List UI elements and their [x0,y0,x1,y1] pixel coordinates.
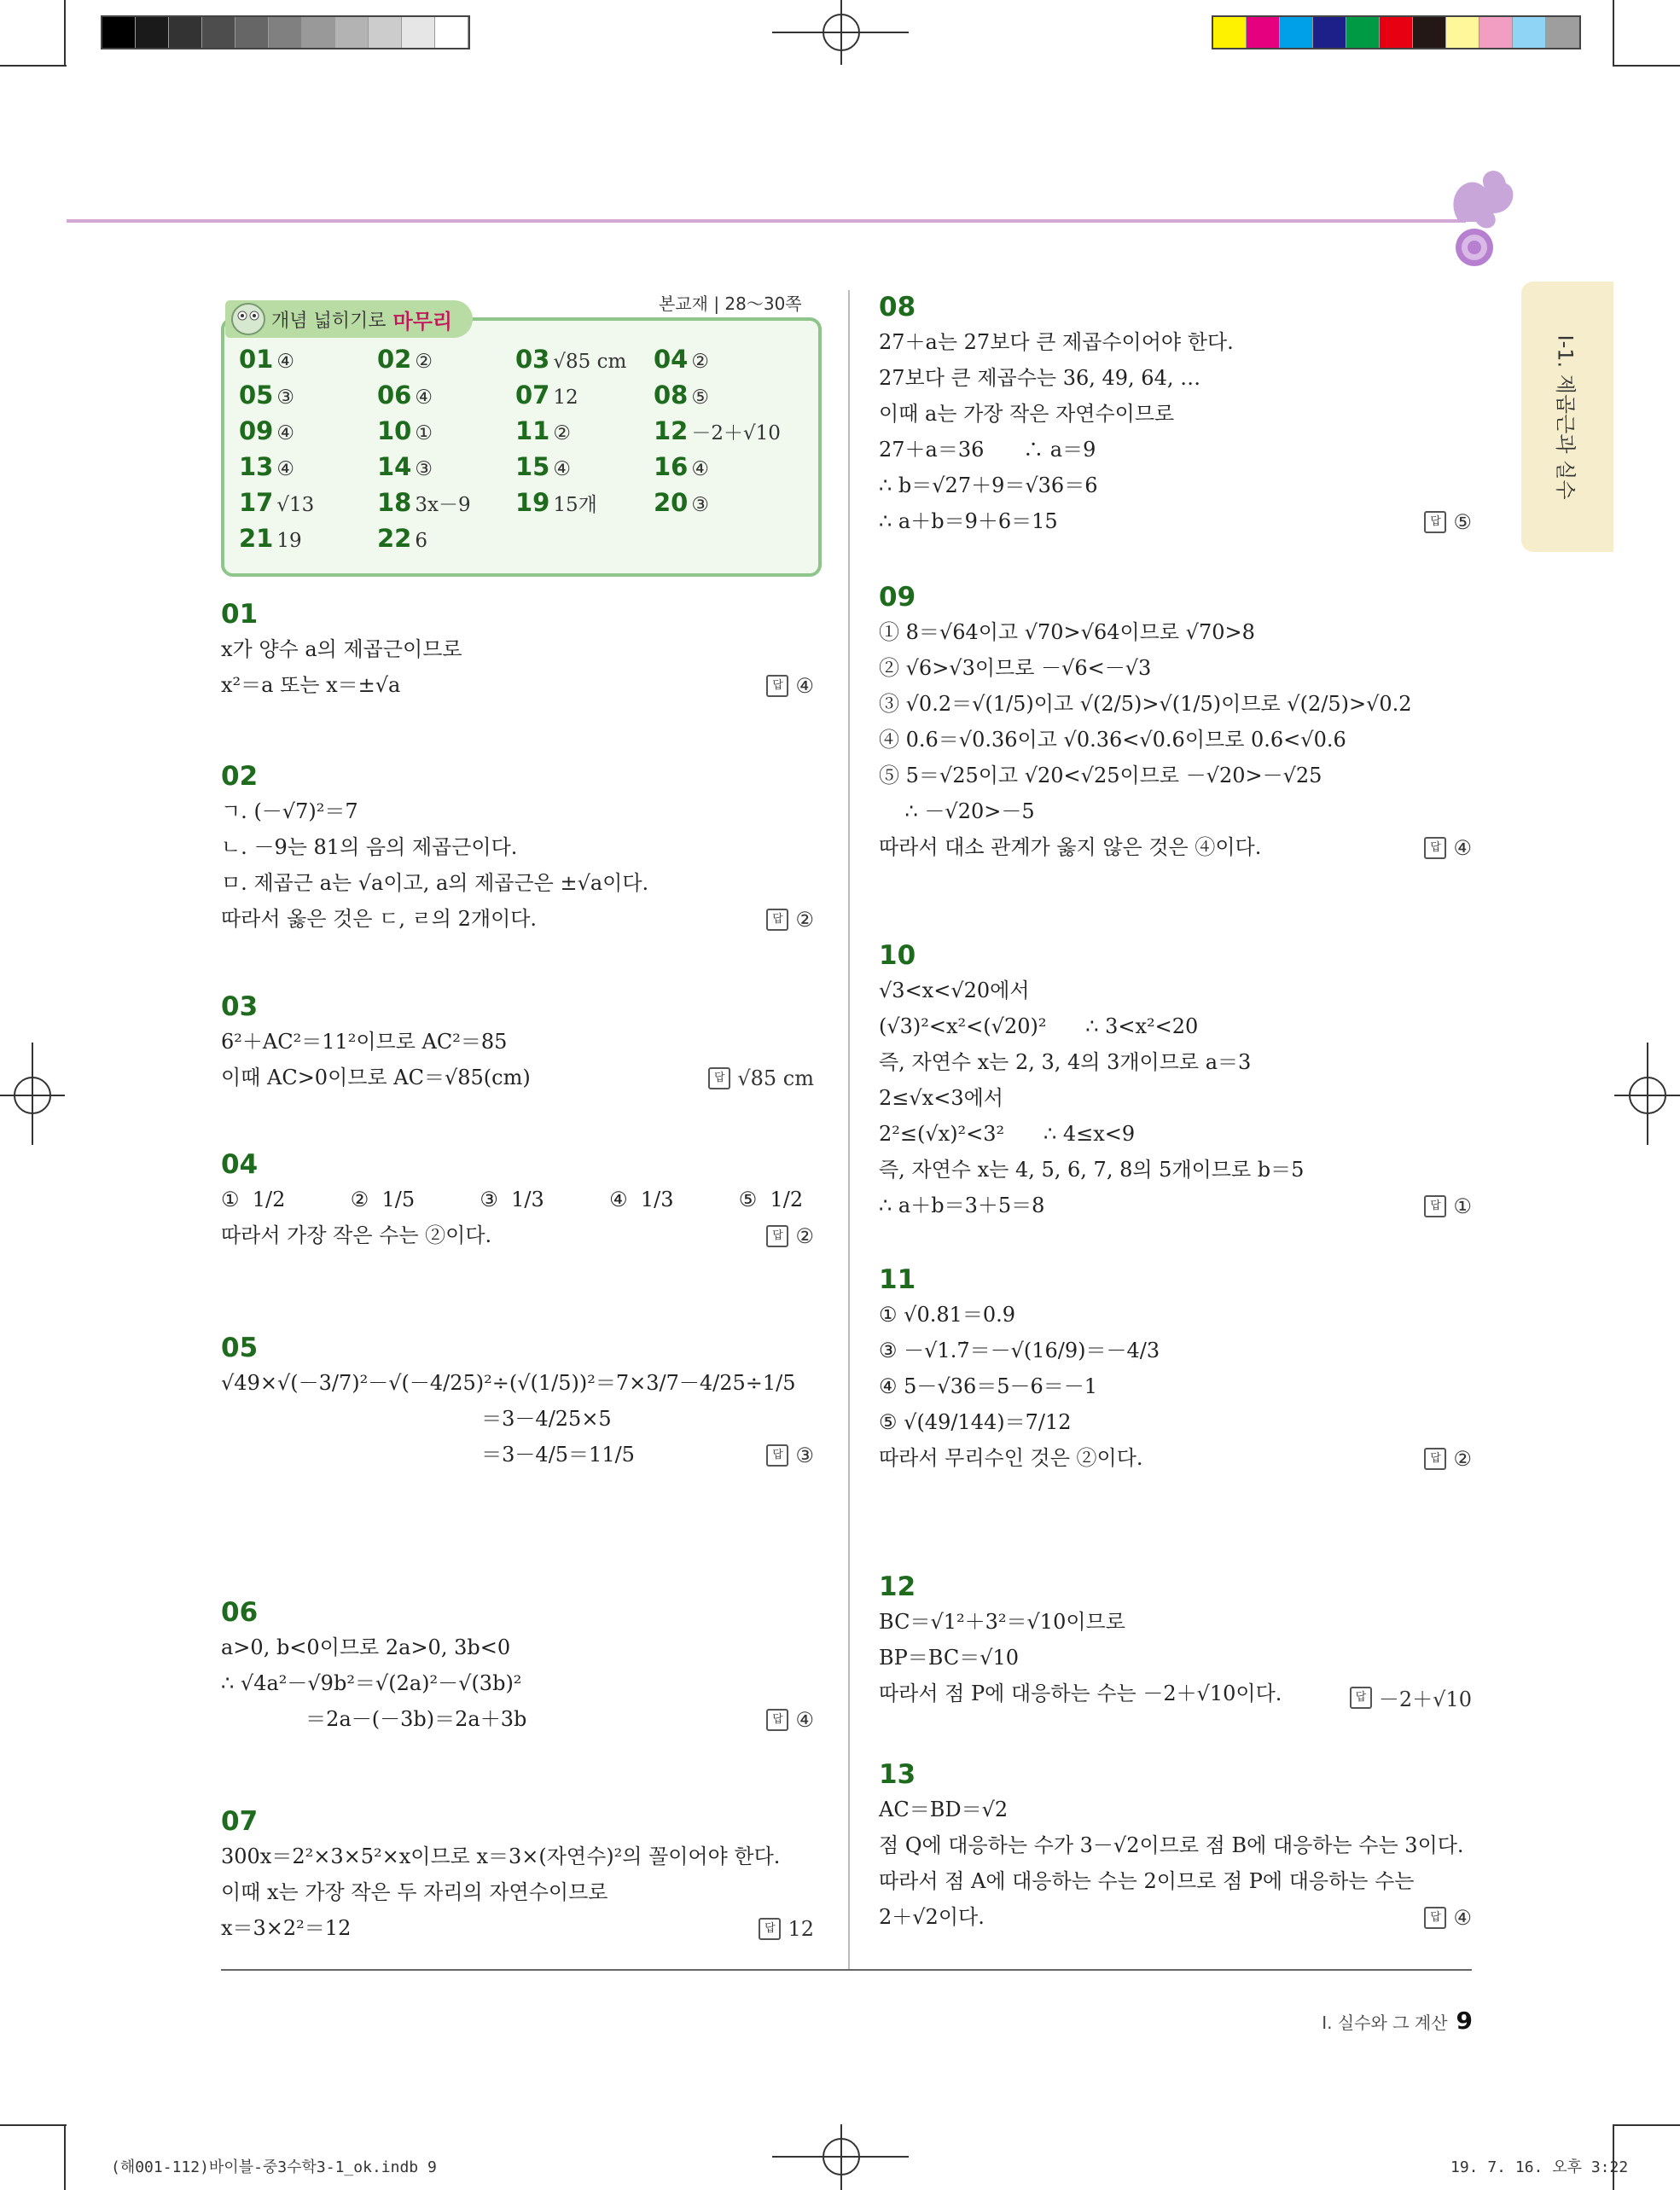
solution-line: 2²≤(√x)²<3² ∴ 4≤x<9 [879,1122,1136,1146]
crop-mark [1613,65,1680,67]
quick-answer-item [377,345,515,380]
crop-mark [1613,0,1614,67]
flower-ornament-icon [1442,162,1519,273]
chapter-side-tab[interactable] [1521,282,1613,552]
quick-answer-number: 12 [654,416,689,445]
solution-line: 즉, 자연수 x는 4, 5, 6, 7, 8의 5개이므로 b＝5 [879,1158,1305,1182]
solution-number: 09 [879,582,916,613]
footer-rule [221,1969,1472,1971]
gray-swatch [136,17,169,48]
answer-value: ② [795,908,814,932]
solution-line: ∴ a＋b＝9＋6＝15 [879,509,1058,533]
solution-line: √49×√(－3/7)²－√(－4/25)²÷(√(1/5))²＝7×3/7－4/25÷1/5 [221,1371,796,1395]
cmyk-color-bar [1212,15,1581,49]
page-number: 9 [1456,2007,1473,2035]
solution-number: 02 [221,761,259,792]
quick-answer-number: 07 [515,380,550,410]
solution-08 [879,290,1234,539]
solution-11 [879,1263,1160,1476]
solution-line: 이때 AC>0이므로 AC＝√85(cm) [221,1066,531,1089]
solution-number: 12 [879,1571,916,1602]
quick-answer-value: ④ [276,422,294,444]
quick-answer-value: ④ [691,458,709,480]
chapter-side-tab-label: Ⅰ-1. 제곱근과 실수 [1553,334,1578,499]
solution-line: ③ √0.2＝√(1/5)이고 √(2/5)>√(1/5)이므로 √(2/5)>√0.2 [879,692,1412,716]
solution-line: ㄴ. －9는 81의 음의 제곱근이다. [221,835,518,859]
quick-answer-number: 20 [654,488,689,517]
header-rule [67,219,1466,223]
solution-line: 27＋a는 27보다 큰 제곱수이어야 한다. [879,330,1234,354]
quick-answer-number: 16 [654,452,689,481]
quick-answer-value: 19 [276,530,302,552]
quick-answer-value: 6 [415,530,427,552]
answer-label-icon: 답 [1424,1195,1446,1217]
quick-answer-value: √85 cm [553,351,627,373]
solution-answer [766,1708,814,1732]
answer-value: 12 [788,1917,814,1941]
solution-line: 이때 x는 가장 작은 두 자리의 자연수이므로 [221,1880,608,1904]
solution-number: 06 [221,1597,259,1628]
answer-value: ① [1453,1194,1472,1218]
solution-line: ＝2a－(－3b)＝2a＋3b [221,1707,527,1731]
answer-label-icon: 답 [766,1225,788,1247]
quick-answer-number: 15 [515,452,550,481]
solution-line: BC＝√1²＋3²＝√10이므로 [879,1610,1125,1634]
solution-line: ＝3－4/25×5 [221,1407,612,1431]
solution-09 [879,580,1412,865]
quick-answer-value: 3x－9 [415,494,471,516]
solution-line: ④ 0.6＝√0.36이고 √0.36<√0.6이므로 0.6<√0.6 [879,728,1346,752]
gray-color-bar [101,15,470,49]
quick-answer-number: 21 [239,524,274,553]
quick-answer-value: ④ [276,458,294,480]
crop-mark [64,0,66,67]
quick-answer-item [239,416,377,452]
quick-answer-number: 01 [239,345,274,374]
solution-line: AC＝BD＝√2 [879,1798,1009,1821]
color-swatch [1446,17,1479,48]
quick-answer-number: 11 [515,416,550,445]
solution-line: 따라서 무리수인 것은 ②이다. [879,1446,1143,1470]
color-swatch [1479,17,1513,48]
color-swatch [1280,17,1313,48]
solution-line: 따라서 가장 작은 수는 ②이다. [221,1223,492,1247]
solution-line: 즉, 자연수 x는 2, 3, 4의 3개이므로 a＝3 [879,1050,1252,1074]
solution-03 [221,990,531,1095]
solution-answer [1424,510,1472,534]
quick-answer-number: 02 [377,345,412,374]
solution-number: 08 [879,292,916,322]
gray-swatch [202,17,235,48]
mascot-icon [229,295,268,336]
solution-10 [879,938,1304,1223]
quick-answer-item [654,452,792,488]
answer-value: ④ [1453,1906,1472,1930]
solution-line: ① 1/2 ② 1/5 ③ 1/3 ④ 1/3 ⑤ 1/2 [221,1188,804,1211]
slug-timestamp: 19. 7. 16. 오후 3:22 [1450,2158,1629,2176]
answer-label-icon: 답 [759,1918,781,1940]
solution-line: x²＝a 또는 x＝±√a [221,673,401,697]
answer-label-icon: 답 [1424,511,1446,533]
solution-05 [221,1331,795,1473]
quick-answer-item [239,452,377,488]
quick-answer-value: ② [691,351,709,373]
crop-mark [0,2124,67,2126]
answer-label-icon: 답 [1350,1687,1372,1709]
solution-02 [221,759,648,937]
quick-answer-item [239,380,377,416]
quick-answer-item [239,524,377,560]
footer-chapter: Ⅰ. 실수와 그 계산 [1322,2013,1448,2033]
solution-line: ∴ b＝√27＋9＝√36＝6 [879,473,1098,497]
answer-value: ② [795,1224,814,1248]
answer-value: ④ [795,674,814,698]
gray-swatch [335,17,369,48]
solution-line: ④ 5－√36＝5－6＝－1 [879,1374,1098,1398]
answer-label-icon: 답 [1424,1907,1446,1929]
solution-line: 이때 a는 가장 작은 자연수이므로 [879,402,1175,426]
solution-number: 07 [221,1806,259,1837]
quick-answer-item [654,488,792,524]
quick-answer-number: 05 [239,380,274,410]
solution-line: 2＋√2이다. [879,1905,985,1929]
solution-answer [1424,1447,1472,1471]
solution-line: ① 8＝√64이고 √70>√64이므로 √70>8 [879,620,1255,644]
solution-number: 03 [221,991,259,1022]
quick-answer-number: 22 [377,524,412,553]
quick-answer-value: √13 [276,494,315,516]
quick-answer-title-prefix: 개념 넓히기로 [271,310,387,332]
solution-line: 점 Q에 대응하는 수가 3－√2이므로 점 B에 대응하는 수는 3이다. [879,1833,1464,1857]
solution-01 [221,597,462,703]
quick-answer-value: 15개 [553,494,597,516]
solution-06 [221,1595,526,1737]
color-swatch [1513,17,1546,48]
solution-line: 따라서 대소 관계가 옳지 않은 것은 ④이다. [879,835,1262,859]
solution-line: ∴ a＋b＝3＋5＝8 [879,1194,1045,1217]
gray-swatch [369,17,402,48]
gray-swatch [169,17,202,48]
answer-label-icon: 답 [1424,1448,1446,1470]
solution-number: 01 [221,599,259,630]
quick-answer-item [654,380,792,416]
solution-line: 2≤√x<3에서 [879,1086,1003,1110]
textbook-page-reference: 본교재 | 28～30쪽 [659,293,802,314]
solution-line: ② √6>√3이므로 －√6<－√3 [879,656,1152,680]
gray-swatch [269,17,302,48]
solution-line: ⑤ 5＝√25이고 √20<√25이므로 －√20>－√25 [879,764,1322,787]
solution-number: 10 [879,940,916,971]
solution-answer [1350,1682,1472,1712]
answer-value: ⑤ [1453,510,1472,534]
crop-mark [64,2124,66,2190]
crop-mark [0,65,67,67]
quick-answer-item [515,416,654,452]
answer-value: ④ [795,1708,814,1732]
solution-number: 11 [879,1264,916,1295]
solution-answer [1424,1906,1472,1930]
solution-line: ⑤ √(49/144)＝7/12 [879,1410,1072,1434]
quick-answer-value: ⑤ [691,386,709,409]
solution-answer [766,674,814,698]
quick-answer-grid [239,345,792,560]
solution-line: 6²＋AC²＝11²이므로 AC²＝85 [221,1030,508,1054]
solution-line: ㄱ. (－√7)²＝7 [221,799,358,823]
gray-swatch [102,17,136,48]
gray-swatch [402,17,435,48]
quick-answer-number: 17 [239,488,274,517]
quick-answer-number: 19 [515,488,550,517]
quick-answer-number: 06 [377,380,412,410]
crop-mark [1613,2124,1680,2126]
column-divider [848,290,850,1969]
solution-answer [759,1917,814,1941]
quick-answer-value: ③ [415,458,433,480]
quick-answer-value: ② [415,351,433,373]
quick-answer-item [515,345,654,380]
quick-answer-value: ② [553,422,571,444]
color-swatch [1546,17,1579,48]
answer-label-icon: 답 [766,909,788,931]
solution-line: ㅁ. 제곱근 a는 √a이고, a의 제곱근은 ±√a이다. [221,871,649,895]
quick-answer-number: 10 [377,416,412,445]
answer-label-icon: 답 [708,1067,730,1089]
answer-value: ③ [795,1444,814,1467]
solution-number: 05 [221,1333,259,1363]
slug-filename: (해001-112)바이블-중3수학3-1_ok.indb 9 [111,2158,437,2176]
quick-answer-item [515,488,654,524]
color-swatch [1213,17,1247,48]
solution-line: ∴ －√20>－5 [879,799,1035,823]
quick-answer-number: 18 [377,488,412,517]
solution-line: BP＝BC＝√10 [879,1646,1020,1670]
solution-number: 13 [879,1759,916,1790]
quick-answer-number: 04 [654,345,689,374]
quick-answer-value: －2＋√10 [691,422,781,444]
solution-answer [766,1444,814,1467]
answer-value: ④ [1453,836,1472,860]
solution-answer [1424,836,1472,860]
gray-swatch [302,17,335,48]
quick-answer-number: 03 [515,345,550,374]
gray-swatch [435,17,468,48]
quick-answer-item [515,380,654,416]
answer-value: ② [1453,1447,1472,1471]
quick-answer-item [377,416,515,452]
solution-line: 따라서 점 A에 대응하는 수는 2이므로 점 P에 대응하는 수는 [879,1869,1415,1893]
answer-label-icon: 답 [1424,837,1446,859]
answer-value: －2＋√10 [1378,1688,1472,1711]
solution-line: 27보다 큰 제곱수는 36, 49, 64, … [879,366,1201,390]
quick-answer-value: ③ [691,494,709,516]
answer-label-icon: 답 [766,1709,788,1731]
solution-answer [766,1224,814,1248]
color-swatch [1247,17,1280,48]
solution-13 [879,1757,1464,1935]
quick-answer-number: 13 [239,452,274,481]
quick-answer-value: ① [415,422,433,444]
solution-line: a>0, b<0이므로 2a>0, 3b<0 [221,1635,511,1659]
answer-label-icon: 답 [766,1444,788,1467]
solution-line: x가 양수 a의 제곱근이므로 [221,637,462,661]
solution-answer [1424,1194,1472,1218]
solution-number: 04 [221,1149,259,1180]
quick-answer-title-suffix: 마무리 [392,309,453,334]
quick-answer-value: ④ [553,458,571,480]
solution-12 [879,1570,1282,1711]
solution-line: ① √0.81＝0.9 [879,1303,1016,1327]
gray-swatch [235,17,269,48]
quick-answer-item [654,416,792,452]
solution-line: 따라서 점 P에 대응하는 수는 －2＋√10이다. [879,1682,1282,1705]
solution-line: ③ －√1.7̇＝－√(16/9)＝－4/3 [879,1339,1160,1362]
color-swatch [1346,17,1380,48]
quick-answer-value: 12 [553,386,578,409]
color-swatch [1413,17,1446,48]
color-swatch [1380,17,1413,48]
quick-answer-value: ④ [415,386,433,409]
quick-answer-value: ④ [276,351,294,373]
page-footer [1322,2007,1473,2035]
solution-line: ∴ √4a²－√9b²＝√(2a)²－√(3b)² [221,1671,522,1695]
quick-answer-number: 14 [377,452,412,481]
answer-value: √85 cm [737,1066,814,1090]
quick-answer-value: ③ [276,386,294,409]
solution-answer [708,1066,814,1090]
quick-answer-item [377,524,515,560]
quick-answer-number: 08 [654,380,689,410]
quick-answer-item [377,488,515,524]
answer-label-icon: 답 [766,675,788,697]
quick-answer-item [377,452,515,488]
solution-line: √3<x<√20에서 [879,979,1030,1002]
solution-04 [221,1147,803,1253]
solution-line: x＝3×2²＝12 [221,1916,352,1940]
solution-line: (√3)²<x²<(√20)² ∴ 3<x²<20 [879,1014,1199,1038]
quick-answer-item [654,345,792,380]
solution-line: 300x＝2²×3×5²×x이므로 x＝3×(자연수)²의 꼴이어야 한다. [221,1844,781,1868]
quick-answer-item [515,452,654,488]
color-swatch [1313,17,1346,48]
solution-line: 27＋a＝36 ∴ a＝9 [879,438,1096,462]
quick-answer-item [239,345,377,380]
quick-answer-number: 09 [239,416,274,445]
quick-answer-item [377,380,515,416]
quick-answer-item [239,488,377,524]
solution-07 [221,1804,780,1946]
solution-line: 따라서 옳은 것은 ㄷ, ㄹ의 2개이다. [221,907,538,931]
solution-answer [766,908,814,932]
solution-line: ＝3－4/5＝11/5 [221,1443,635,1467]
